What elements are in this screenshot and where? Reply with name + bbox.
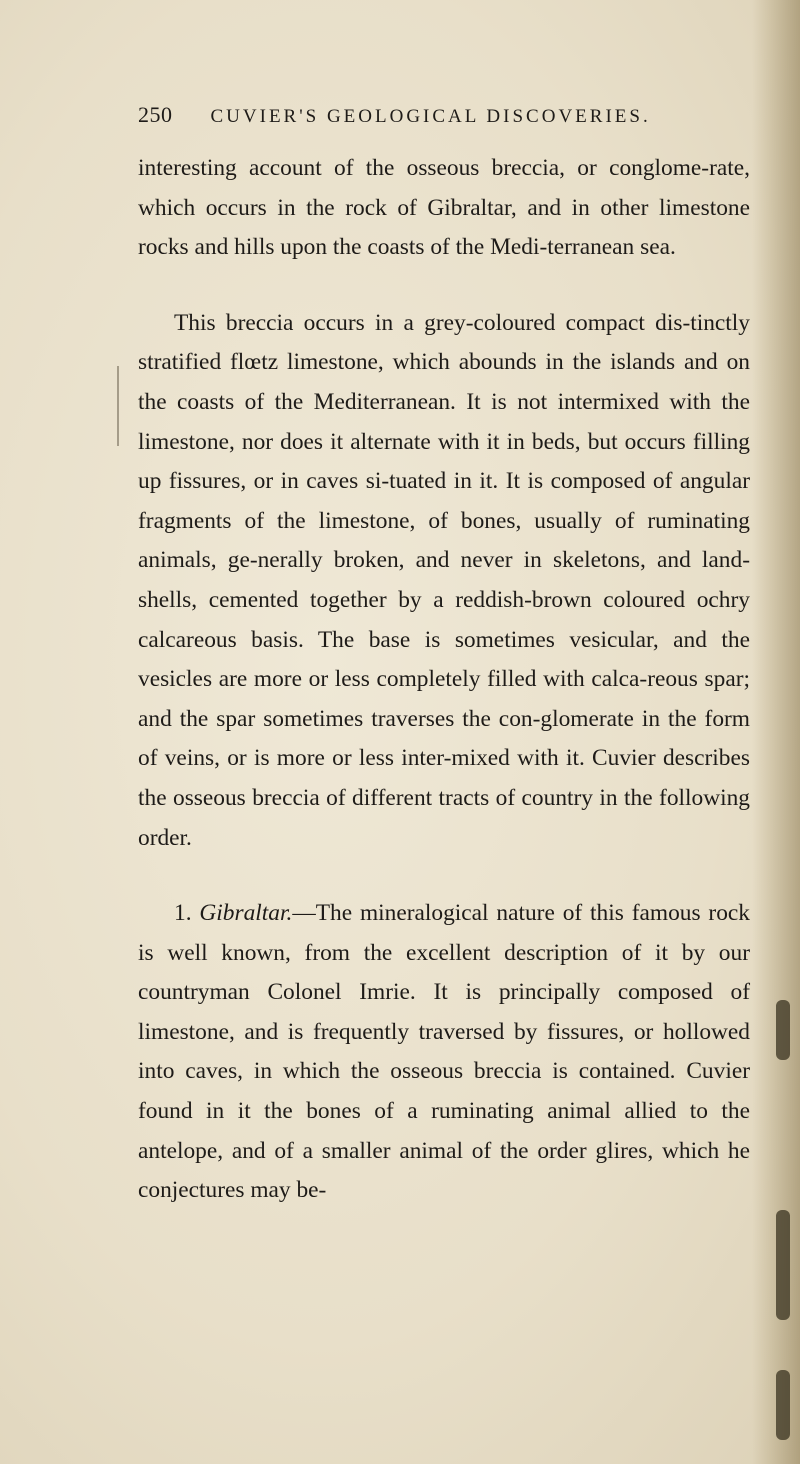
- page-header: [138, 102, 698, 136]
- paragraph-3-place: Gibraltar.: [199, 900, 293, 927]
- margin-mark: [117, 366, 119, 446]
- page-edge-stain: [776, 1210, 790, 1320]
- paragraph-3-text: —The mineralogical nature of this famous rock is well known, from the excellent description of it by our countryman Colonel Imrie. It is principally composed of limestone, and is frequently traversed by fissures, or hollowed into caves, in which the osseous breccia is contained. Cuvier found in it the bones of a ruminating animal allied to the antelope, and of a smaller animal of the order glires, which he conjectures may be-: [138, 900, 750, 1204]
- paragraph-3-number: 1.: [174, 900, 192, 927]
- page-edge-stain: [776, 1370, 790, 1440]
- paragraph-1: interesting account of the osseous breccia, or conglome-rate, which occurs in the rock of Gibraltar, and in other limestone rocks and hills upon the coasts of the Medi-terranean sea.: [138, 155, 750, 261]
- page-edge-stain: [776, 1000, 790, 1060]
- paragraph-2: This breccia occurs in a grey-coloured compact dis-tinctly stratified flœtz limestone, which abounds in the islands and on the coasts of the Mediterranean. It is not intermixed with the limestone, nor does it alternate with it in beds, but occurs filling up fissures, or in caves si-tuated in it. It is composed of angular fragments of the limestone, of bones, usually of ruminating animals, ge-nerally broken, and never in skeletons, and land-shells, cemented together by a reddish-brown coloured ochry calcareous basis. The base is sometimes vesicular, and the vesicles are more or less completely filled with calca-reous spar; and the spar sometimes traverses the con-glomerate in the form of veins, or is more or less inter-mixed with it. Cuvier describes the osseous breccia of different tracts of country in the following order.: [138, 309, 750, 851]
- page-number: 250: [138, 102, 173, 127]
- page-edge-shadow: [752, 0, 800, 1464]
- running-head: CUVIER'S GEOLOGICAL DISCOVERIES.: [210, 106, 651, 127]
- paragraph-3: [138, 894, 750, 1211]
- page-body: [138, 149, 750, 1211]
